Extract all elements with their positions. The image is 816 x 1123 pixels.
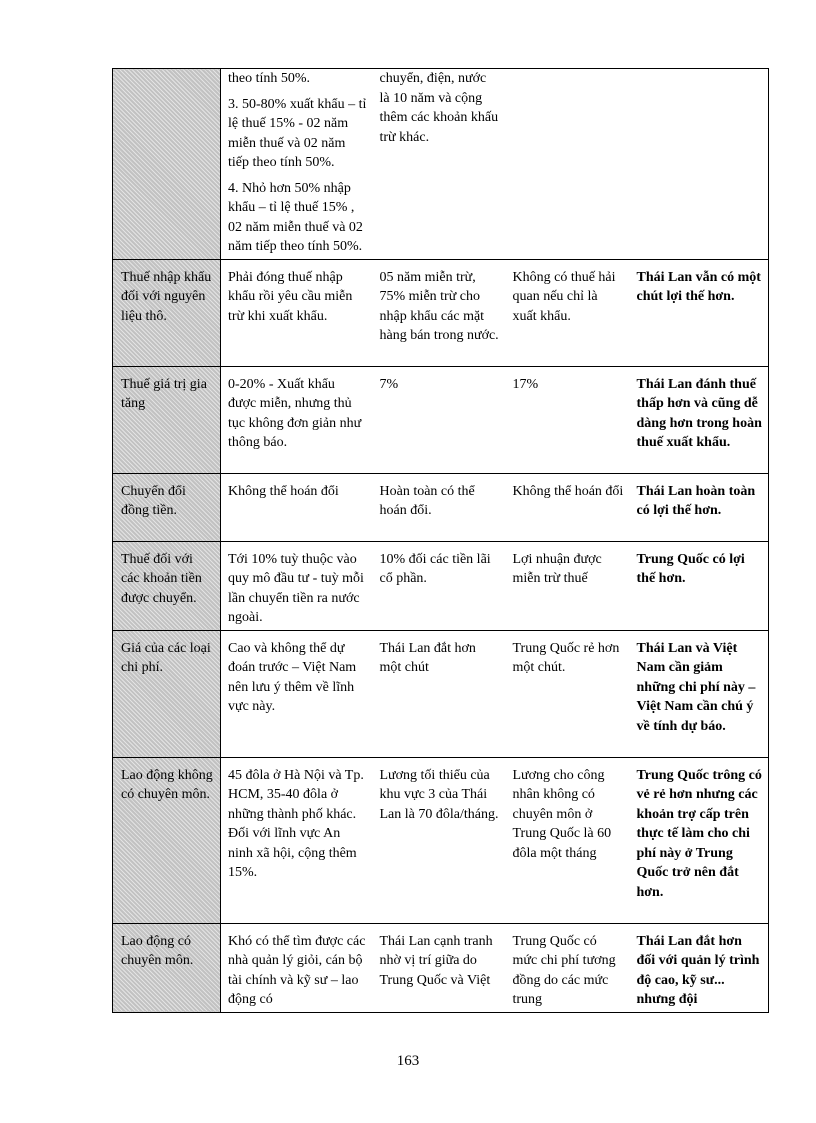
thailand-cell: 05 năm miễn trừ, 75% miễn trừ cho nhập khẩu các mặt hàng bán trong nước. bbox=[373, 259, 506, 366]
thailand-cell: Hoàn toàn có thể hoán đổi. bbox=[373, 473, 506, 541]
comment-cell: Trung Quốc trông có vẻ rẻ hơn nhưng các khoản trợ cấp trên thực tế làm cho chi phí này ở Trung Quốc trở nên đắt hơn. bbox=[630, 757, 769, 923]
vietnam-cell: Khó có thể tìm được các nhà quản lý giỏi, cán bộ tài chính và kỹ sư – lao động có bbox=[221, 923, 373, 1012]
page-number: 163 bbox=[396, 1053, 420, 1069]
row-label-cell: Lao động không có chuyên môn. bbox=[113, 757, 221, 923]
china-cell: Lương cho công nhân không có chuyên môn ở Trung Quốc là 60 đôla một tháng bbox=[506, 757, 630, 923]
table-row bbox=[113, 541, 769, 630]
vietnam-cell: 0-20% - Xuất khẩu được miễn, nhưng thủ tục không đơn giản như thông báo. bbox=[221, 366, 373, 473]
thailand-cell: Thái Lan đắt hơn một chút bbox=[373, 630, 506, 757]
china-cell: Không có thuế hải quan nếu chỉ là xuất khẩu. bbox=[506, 259, 630, 366]
china-cell: Lợi nhuận được miễn trừ thuế bbox=[506, 541, 630, 630]
china-cell: 17% bbox=[506, 366, 630, 473]
china-cell: Không thể hoán đổi bbox=[506, 473, 630, 541]
comment-cell: Thái Lan đắt hơn đối với quản lý trình độ cao, kỹ sư... nhưng đội bbox=[630, 923, 769, 1012]
table-row bbox=[113, 473, 769, 541]
vietnam-cell: Cao và không thể dự đoán trước – Việt Nam nên lưu ý thêm về lĩnh vực này. bbox=[221, 630, 373, 757]
table-row bbox=[113, 259, 769, 366]
comment-cell: Thái Lan hoàn toàn có lợi thế hơn. bbox=[630, 473, 769, 541]
cell-paragraph: theo tính 50%. bbox=[228, 71, 311, 86]
thailand-cell: chuyển, điện, nước là 10 năm và cộng thêm các khoản khấu trừ khác. bbox=[373, 69, 506, 260]
china-cell: Trung Quốc rẻ hơn một chút. bbox=[506, 630, 630, 757]
vietnam-cell: Không thể hoán đổi bbox=[221, 473, 373, 541]
comment-cell: Thái Lan vẫn có một chút lợi thế hơn. bbox=[630, 259, 769, 366]
row-label-cell bbox=[113, 69, 221, 260]
vietnam-cell: Phải đóng thuế nhập khẩu rồi yêu cầu miễn trừ khi xuất khẩu. bbox=[221, 259, 373, 366]
vietnam-cell: Tới 10% tuỳ thuộc vào quy mô đầu tư - tuỳ mỗi lần chuyển tiền ra nước ngoài. bbox=[221, 541, 373, 630]
cell-paragraph: 4. Nhỏ hơn 50% nhập khẩu – tỉ lệ thuế 15% , 02 năm miễn thuế và 02 năm tiếp theo tính 50%. bbox=[228, 180, 363, 254]
comment-cell bbox=[630, 69, 769, 260]
vietnam-cell bbox=[221, 69, 373, 260]
vietnam-cell: 45 đôla ở Hà Nội và Tp. HCM, 35-40 đôla ở những thành phố khác. Đối với lĩnh vực An ninh xã hội, cộng thêm 15%. bbox=[221, 757, 373, 923]
row-label-cell: Thuế nhập khẩu đối với nguyên liệu thô. bbox=[113, 259, 221, 366]
thailand-cell: 7% bbox=[373, 366, 506, 473]
comment-cell: Thái Lan và Việt Nam cần giảm những chi phí này – Việt Nam cần chú ý về tính dự báo. bbox=[630, 630, 769, 757]
table-row-continued bbox=[113, 69, 769, 260]
comment-cell: Thái Lan đánh thuế thấp hơn và cũng dễ dàng hơn trong hoàn thuế xuất khẩu. bbox=[630, 366, 769, 473]
thailand-cell: 10% đối các tiền lãi cổ phần. bbox=[373, 541, 506, 630]
thailand-cell: Lương tối thiểu của khu vực 3 của Thái Lan là 70 đôla/tháng. bbox=[373, 757, 506, 923]
table-row bbox=[113, 923, 769, 1012]
china-cell bbox=[506, 69, 630, 260]
table-row bbox=[113, 366, 769, 473]
row-label-cell: Thuế đối với các khoản tiền được chuyển. bbox=[113, 541, 221, 630]
comment-cell: Trung Quốc có lợi thế hơn. bbox=[630, 541, 769, 630]
row-label-cell: Giá của các loại chi phí. bbox=[113, 630, 221, 757]
row-label-cell: Thuế giá trị gia tăng bbox=[113, 366, 221, 473]
comparison-table bbox=[112, 68, 769, 1013]
cell-paragraph: 3. 50-80% xuất khẩu – tỉ lệ thuế 15% - 02 năm miễn thuế và 02 năm tiếp theo tính 50%. bbox=[228, 96, 367, 170]
china-cell: Trung Quốc có mức chi phí tương đồng do các mức trung bbox=[506, 923, 630, 1012]
row-label-cell: Lao động có chuyên môn. bbox=[113, 923, 221, 1012]
table-row bbox=[113, 757, 769, 923]
row-label-cell: Chuyển đổi đồng tiền. bbox=[113, 473, 221, 541]
table-row bbox=[113, 630, 769, 757]
thailand-cell: Thái Lan cạnh tranh nhờ vị trí giữa do Trung Quốc và Việt bbox=[373, 923, 506, 1012]
